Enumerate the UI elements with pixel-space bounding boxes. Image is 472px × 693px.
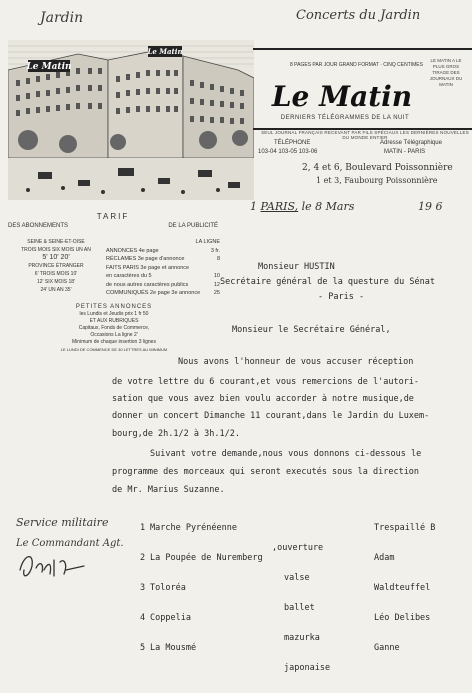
program-title: La Mousmé	[150, 643, 197, 653]
date-city: PARIS,	[260, 200, 299, 213]
abonnement-line: 5' 10' 20'	[42, 254, 70, 261]
body-line: bourg,de 2h.1/2 à 3h.1/2.	[112, 429, 240, 439]
newspaper-title: Le Matin	[271, 80, 413, 113]
body-line: Suivant votre demande,nous vous donnons ci-dessous le	[150, 449, 422, 459]
tarif-head-abonnements: DES ABONNEMENTS	[8, 223, 69, 229]
date-line	[250, 200, 354, 213]
handwritten-annotation-top-left: Jardin	[40, 10, 84, 26]
program-title: La Poupée de Nuremberg	[150, 553, 263, 563]
program-kinds	[272, 503, 330, 693]
masthead-bottom-line: SEUL JOURNAL FRANÇAIS RECEVANT PAR FILS SPÉCIAUX LES DERNIÈRES NOUVELLES DU MONDE ENTIER	[261, 130, 469, 140]
publicite-price: 12	[213, 281, 220, 288]
program-title: Coppelia	[150, 613, 191, 623]
masthead-top-line: 8 PAGES PAR JOUR GRAND FORMAT · CINQ CENTIMES	[290, 62, 423, 68]
program-titles	[150, 503, 263, 673]
address-line-1: 2, 4 et 6, Boulevard Poissonnière	[302, 163, 453, 173]
date-day: le 8 Mars	[301, 200, 355, 213]
publicite-row	[106, 281, 220, 290]
program-composer: Léo Delibes	[374, 613, 431, 623]
address-line-2: 1 et 3, Faubourg Poissonnière	[316, 176, 438, 185]
publicite-label: RÉCLAMES 3e page d'annonce	[106, 256, 185, 262]
program-kind: ballet	[284, 603, 315, 613]
building-sign-2: Le Matin	[147, 47, 183, 56]
publicite-label: FAITS PARIS 3e page et annonce	[106, 264, 190, 271]
body-line: programme des morceaux qui seront executés sous la direction	[112, 467, 420, 477]
program-num: 3	[140, 583, 146, 593]
publicite-label: de nous autres caractères publics	[106, 281, 189, 288]
program-num: 2	[140, 553, 146, 563]
program-composer: Ganne	[374, 643, 400, 653]
publicite-price: 10	[213, 273, 220, 279]
abonnement-line: TROIS MOIS SIX MOIS UN AN	[21, 247, 91, 253]
publicite-header: LA LIGNE	[195, 239, 220, 245]
telegraph-label: Adresse Télégraphique	[380, 140, 442, 146]
publicite-label: en caractères du 5	[106, 273, 152, 279]
abonnement-line: SEINE & SEINE-ET-OISE	[27, 239, 85, 245]
program-composer: Trespaillé B	[374, 523, 436, 533]
abonnement-line: 6' TROIS MOIS 10'	[34, 271, 78, 277]
body-line: donner un concert Dimanche 11 courant,dans le Jardin du Luxem-	[112, 411, 430, 421]
petites-annonces-line: Occasions La ligne 2'	[90, 332, 138, 338]
body-line: de votre lettre du 6 courant,et vous remercions de l'autori-	[112, 377, 420, 387]
petites-annonces-line: Capitaux, Fonds de Commerce,	[78, 325, 150, 331]
program-title: Marche Pyrénéenne	[150, 523, 237, 533]
telephone-numbers: 103-04 103-05 103-06	[258, 149, 318, 155]
publicite-row	[106, 264, 220, 273]
body-line: de Mr. Marius Suzanne.	[112, 485, 225, 495]
recipient-title: Secrétaire général de la questure du Sénat	[220, 277, 435, 287]
handwritten-annotation-top-right: Concerts du Jardin	[296, 8, 421, 23]
publicite-label: ANNONCES 4e page	[106, 247, 159, 254]
abonnement-line: 12' SIX MOIS 18'	[36, 279, 76, 285]
petites-annonces-line: les Lundis et Jeudis prix 1 fr 50	[79, 311, 149, 317]
newspaper-subtitle: DERNIERS TÉLÉGRAMMES DE LA NUIT	[280, 115, 410, 121]
date-prefix: 1	[250, 200, 257, 213]
publicite-list	[106, 238, 220, 298]
publicite-price: 3 fr.	[210, 247, 220, 254]
tarif-headers	[8, 223, 218, 229]
publicite-price: 25	[213, 290, 220, 296]
publicite-row	[106, 289, 220, 298]
tarif-title: TARIF	[96, 212, 130, 221]
program-title: Toloréa	[150, 583, 186, 593]
date-year: 19 6	[418, 200, 443, 213]
abonnement-line: 24' UN AN 35'	[40, 287, 72, 293]
publicite-row	[106, 255, 220, 264]
program-composer: Waldteuffel	[374, 583, 431, 593]
handwritten-side-note-2: Le Commandant Agt.	[16, 538, 124, 549]
handwritten-signature	[14, 540, 94, 590]
petites-annonces-line: ET AUX RUBRIQUES	[89, 318, 139, 324]
publicite-price: 8	[216, 256, 220, 262]
program-composers	[374, 503, 435, 673]
program-composer: Adam	[374, 553, 395, 563]
telephone-label: TÉLÉPHONE	[274, 140, 311, 146]
masthead-side-panel: LE MATIN A LE PLUS GROS TIRAGE DES JOURNAUX DU MATIN	[429, 58, 463, 87]
program-kind: ,ouverture	[272, 543, 324, 553]
building-sign-1: Le Matin	[26, 62, 72, 72]
body-line: Nous avons l'honneur de vous accuser réception	[178, 357, 414, 367]
petites-annonces-line: Minimum de chaque insertion 3 lignes	[72, 339, 156, 345]
program-num: 1	[140, 523, 146, 533]
newspaper-building-illustration	[8, 40, 254, 200]
program-kind: mazurka	[284, 633, 320, 643]
recipient-city: - Paris -	[318, 292, 365, 302]
tarif-block	[8, 212, 220, 352]
salutation: Monsieur le Secrétaire Général,	[232, 325, 391, 335]
program-kind: japonaise	[284, 663, 331, 673]
recipient-name: Monsieur HUSTIN	[258, 262, 335, 272]
abonnement-line: PROVINCE ÉTRANGER	[28, 263, 84, 269]
publicite-row	[106, 272, 220, 281]
program-kind: valse	[284, 573, 310, 583]
body-line: sation que vous avez bien voulu accorder à notre musique,de	[112, 394, 414, 404]
handwritten-side-note-1: Service militaire	[16, 516, 109, 529]
tarif-head-publicite: DE LA PUBLICITÉ	[168, 223, 218, 229]
petites-annonces-title: PETITES ANNONCES	[75, 304, 153, 310]
publicite-label: COMMUNIQUÉS 2e page 3e annonce	[106, 290, 201, 296]
abonnements-list	[8, 238, 104, 294]
program-num: 5	[140, 643, 146, 653]
telegraph-value: MATIN - PARIS	[384, 149, 426, 155]
program-num: 4	[140, 613, 146, 623]
petites-annonces-line: LE LUNDI DE COMMENCE DE 30 LETTRES AU MINIMUM	[60, 347, 168, 352]
publicite-row	[106, 247, 220, 256]
petites-annonces	[8, 304, 220, 353]
